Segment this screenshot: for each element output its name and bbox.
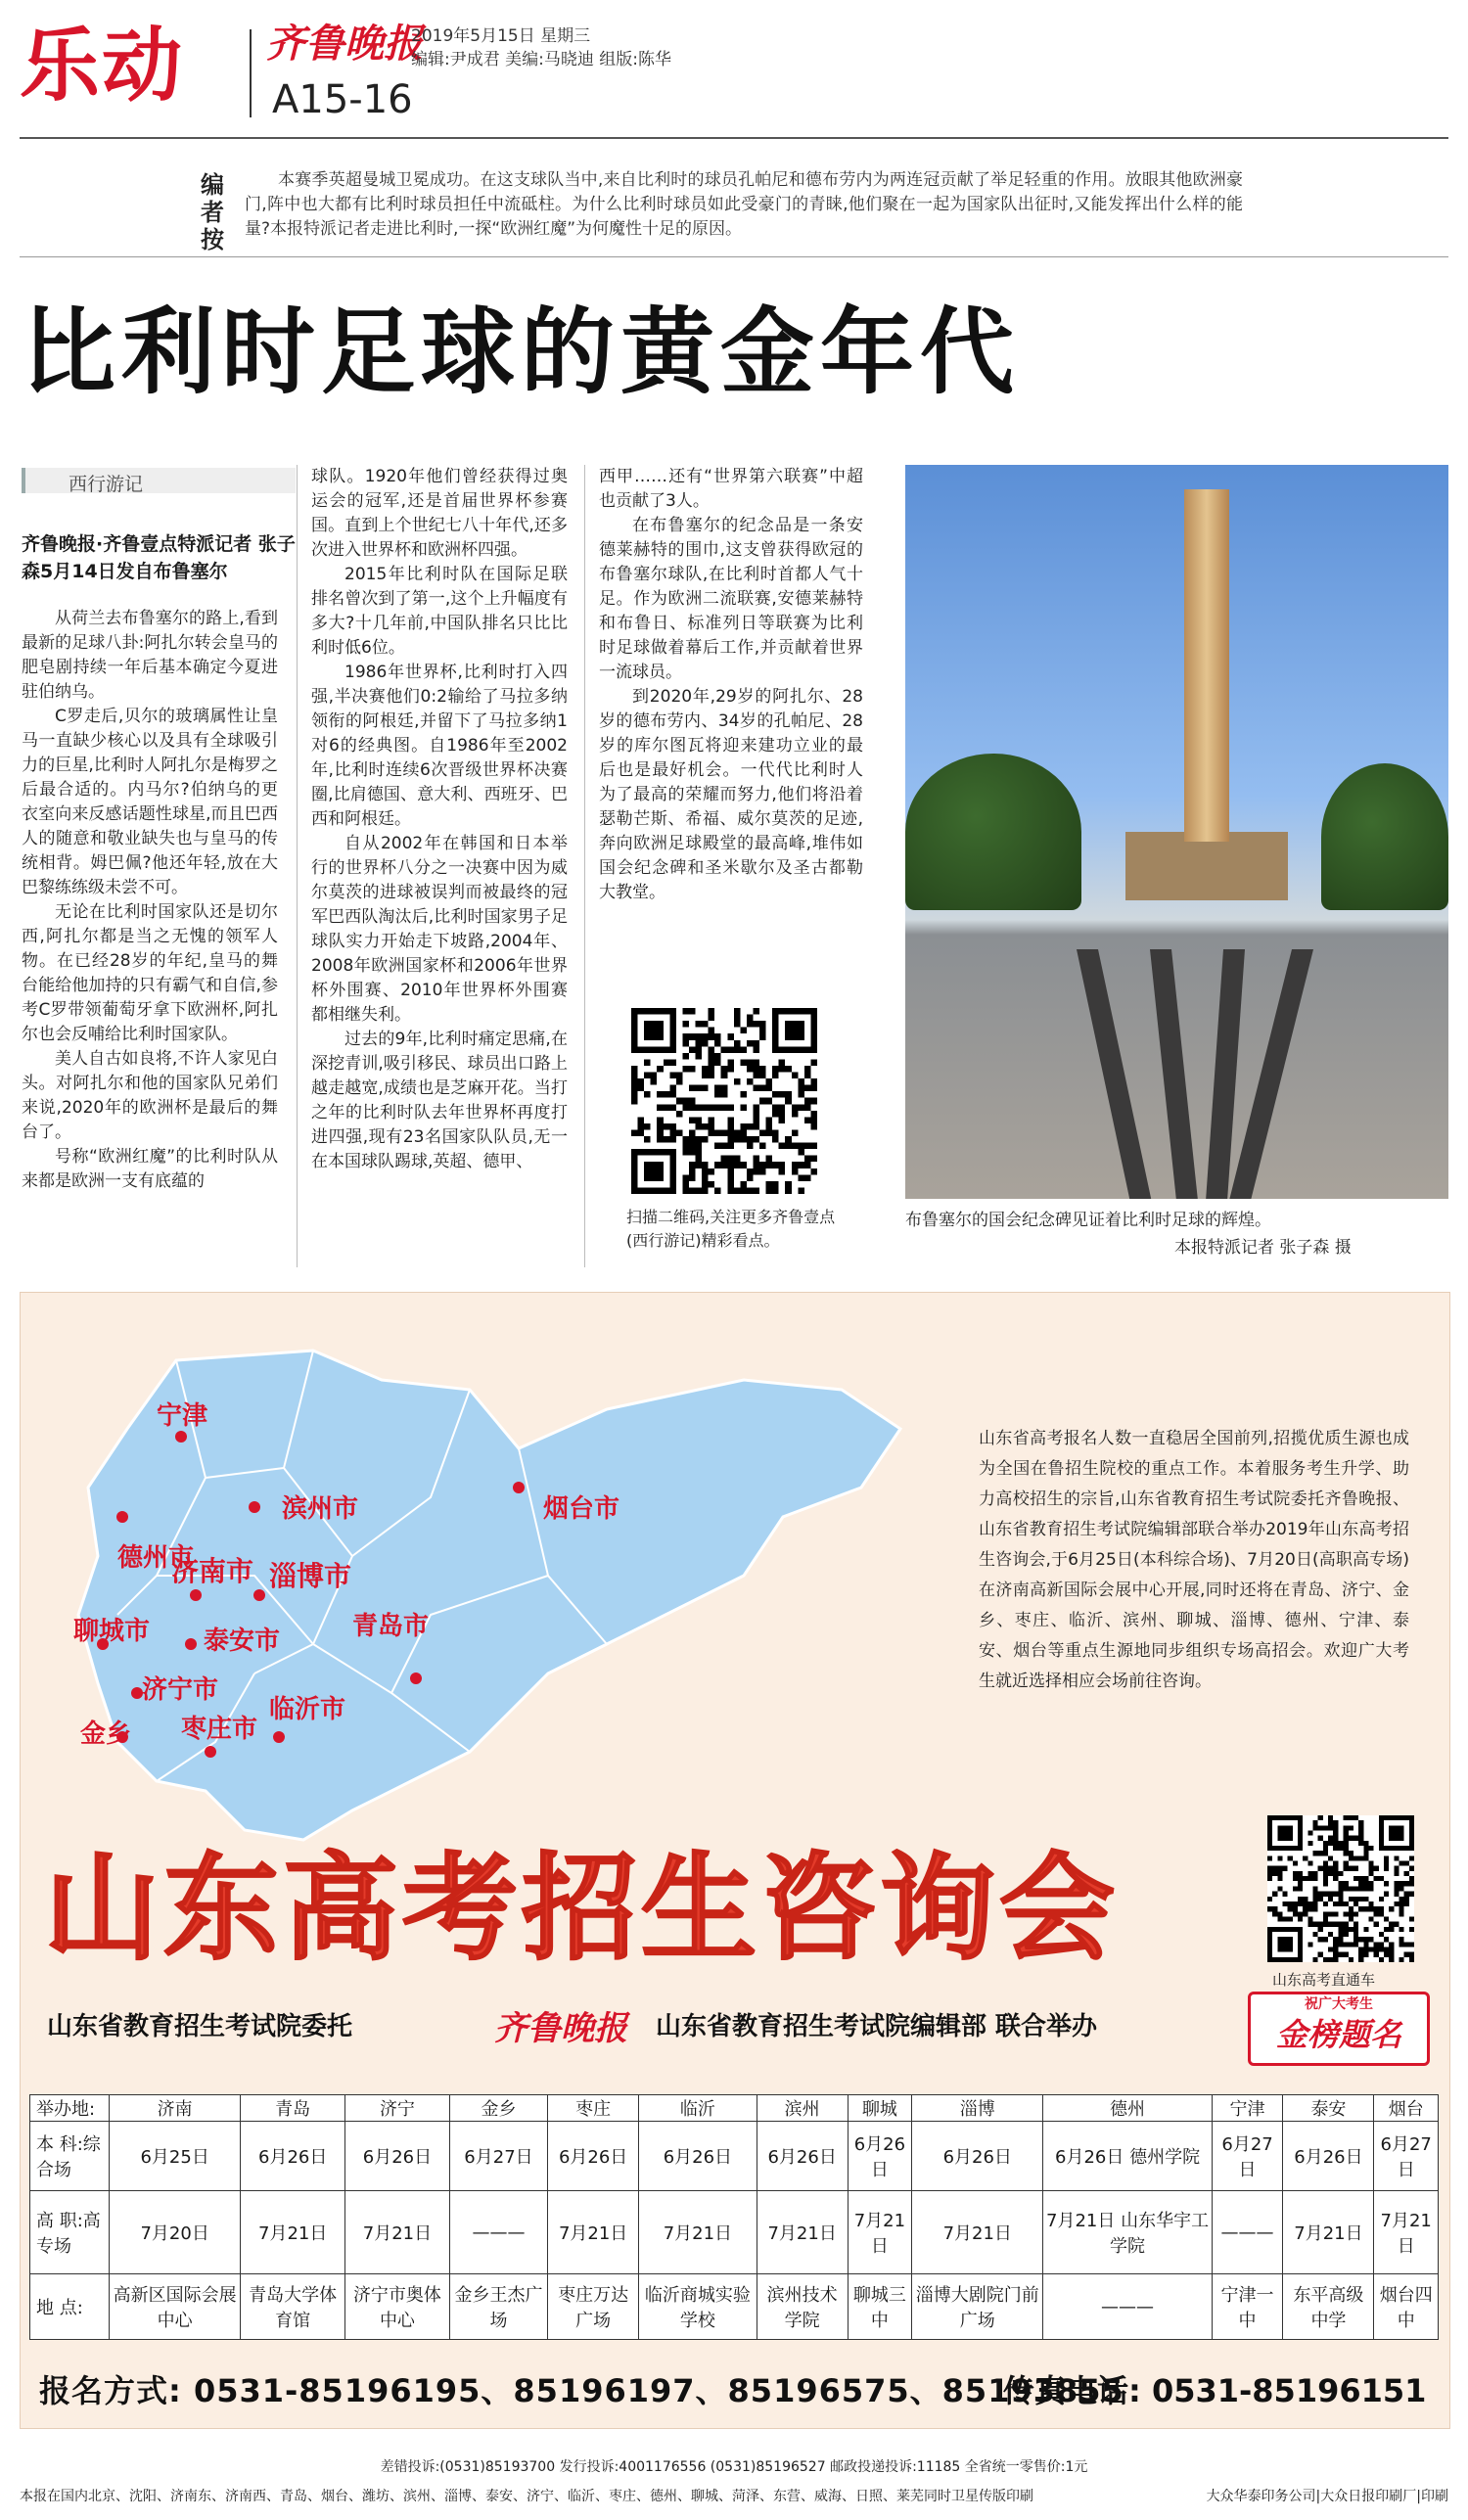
paragraph: 到2020年,29岁的阿扎尔、28岁的德布劳内、34岁的孔帕尼、28岁的库尔图瓦将迎来建功立业的最后也是最好机会。一代代比利时人为了最高的荣耀而努力,他们将沿着瑟勒芒斯、希福、威尔莫茨的足迹,奔向欧洲足球殿堂的最高峰,堆伟如国会纪念碑和圣米歇尔及圣古都勒大教堂。 bbox=[599, 687, 863, 902]
city-header: 烟台 bbox=[1374, 2095, 1439, 2122]
qr-caption: 山东高考直通车 bbox=[1272, 1971, 1376, 1989]
city-header: 济宁 bbox=[345, 2095, 450, 2122]
paragraph: 1986年世界杯,比利时打入四强,半决赛他们0:2输给了马拉多纳领衔的阿根廷,并留下了马拉多纳1对6的经典图。自1986年至2002年,比利时连续6次晋级世界杯决赛圈,比肩德国、意大利、西班牙、巴西和阿根廷。 bbox=[311, 663, 568, 829]
undergrad-date: 6月27日 bbox=[1374, 2122, 1439, 2191]
city-header: 泰安 bbox=[1283, 2095, 1374, 2122]
paragraph: 球队。1920年他们曾经获得过奥运会的冠军,还是首届世界杯参赛国。直到上个世纪七八十年代,还多次进入世界杯和欧洲杯四强。 bbox=[311, 467, 568, 560]
paragraph: 过去的9年,比利时痛定思痛,在深挖青训,吸引移民、球员出口路上越走越宽,成绩也是芝麻开花。当打之年的比利时队去年世界杯再度打进四强,现有23名国家队队员,无一在本国球队踢球,英超、德甲、 bbox=[311, 1030, 568, 1171]
photo-trees bbox=[905, 754, 1081, 910]
city-label: 聊城市 bbox=[73, 1617, 151, 1646]
city-label: 烟台市 bbox=[543, 1494, 620, 1524]
vocational-date: 7月21日 bbox=[912, 2191, 1043, 2274]
undergrad-date: 6月26日 bbox=[912, 2122, 1043, 2191]
paragraph: 从荷兰去布鲁塞尔的路上,看到最新的足球八卦:阿扎尔转会皇马的肥皂剧持续一年后基本确定今夏进驻伯纳乌。 bbox=[22, 609, 278, 702]
undergrad-date: 6月27日 bbox=[1212, 2122, 1283, 2191]
city-header: 淄博 bbox=[912, 2095, 1043, 2122]
undergrad-date: 6月26日 bbox=[639, 2122, 757, 2191]
vocational-date: 7月21日 bbox=[757, 2191, 848, 2274]
vocational-date: 7月21日 bbox=[639, 2191, 757, 2274]
row-label: 高 职:高专场 bbox=[30, 2191, 110, 2274]
city-label: 青岛市 bbox=[352, 1612, 430, 1641]
paragraph: 2015年比利时队在国际足联排名曾次到了第一,这个上升幅度有多大?十几年前,中国队排名只比比利时低6位。 bbox=[311, 565, 568, 658]
fax-number: 传真电话: 0531-85196151 bbox=[1003, 2372, 1427, 2409]
vocational-date: 7月21日 bbox=[548, 2191, 639, 2274]
footer-print-sites: 本报在国内北京、沈阳、济南东、济南西、青岛、烟台、潍坊、滨州、淄博、泰安、济宁、临沂、枣庄、德州、聊城、菏泽、东营、威海、日照、莱芜同时卫星传版印刷 bbox=[20, 2489, 1033, 2504]
good-luck-badge bbox=[1248, 1992, 1430, 2066]
venue: 济宁市奥体中心 bbox=[345, 2274, 450, 2340]
city-header: 临沂 bbox=[639, 2095, 757, 2122]
vocational-date: ——— bbox=[449, 2191, 547, 2274]
ad-description: 山东省高考报名人数一直稳居全国前列,招揽优质生源也成为全国在鲁招生院校的重点工作。本着服务考生升学、助力高校招生的宗旨,山东省教育招生考试院委托齐鲁晚报、山东省教育招生考试院编辑部联合举办2019年山东高考招生咨询会,于6月25日(本科综合场)、7月20日(高职高专场)在济南高新国际会展中心开展,同时还将在青岛、济宁、金乡、枣庄、临沂、滨州、聊城、淄博、德州、宁津、泰安、烟台等重点生源地同步组织专场高招会。欢迎广大考生就近选择相应会场前往咨询。 bbox=[979, 1429, 1409, 1691]
city-label: 枣庄市 bbox=[181, 1715, 258, 1744]
city-label: 滨州市 bbox=[282, 1494, 359, 1524]
undergrad-date: 6月26日 bbox=[548, 2122, 639, 2191]
venue: 临沂商城实验学校 bbox=[639, 2274, 757, 2340]
paragraph: 美人自古如良将,不许人家见白头。对阿扎尔和他的国家队兄弟们来说,2020年的欧洲杯是最后的舞台了。 bbox=[22, 1049, 278, 1142]
organizer-text: 山东省教育招生考试院委托 bbox=[47, 2012, 353, 2041]
city-label: 金乡 bbox=[80, 1719, 132, 1749]
editors-line: 编辑:尹成君 美编:马晓迪 组版:陈华 bbox=[411, 50, 671, 69]
venue: 枣庄万达广场 bbox=[548, 2274, 639, 2340]
header-rule bbox=[20, 137, 1448, 139]
city-header: 青岛 bbox=[241, 2095, 345, 2122]
venue: 淄博大剧院门前广场 bbox=[912, 2274, 1043, 2340]
footer-complaints: 差错投诉:(0531)85193700 发行投诉:4001176556 (0531)85196527 邮政投递投诉:11185 全省统一零售价:1元 bbox=[380, 2459, 1088, 2475]
city-header: 聊城 bbox=[848, 2095, 911, 2122]
city-header: 济南 bbox=[110, 2095, 241, 2122]
paragraph: C罗走后,贝尔的玻璃属性让皇马一直缺少核心以及具有全球吸引力的巨星,比利时人阿扎尔是梅罗之后最合适的。内马尔?伯纳乌的更衣室向来反感话题性球星,而且巴西人的随意和敬业缺失也与皇马的传统相背。姆巴佩?他还年轻,放在大巴黎练练级未尝不可。 bbox=[22, 707, 278, 897]
city-label: 宁津 bbox=[157, 1401, 208, 1431]
qr-code-icon[interactable] bbox=[1267, 1815, 1414, 1962]
footer-printer: 大众华泰印务公司|大众日报印刷厂|印刷 bbox=[1206, 2489, 1448, 2504]
organizer-text: 山东省教育招生考试院编辑部 联合举办 bbox=[656, 2012, 1098, 2041]
qr-code-icon[interactable] bbox=[631, 1008, 817, 1194]
venue: 聊城三中 bbox=[848, 2274, 911, 2340]
date-line: 2019年5月15日 星期三 bbox=[411, 26, 591, 46]
column-name: 西行游记 bbox=[69, 474, 144, 495]
schedule-table bbox=[29, 2094, 1439, 2340]
venue: 高新区国际会展中心 bbox=[110, 2274, 241, 2340]
paragraph: 无论在比利时国家队还是切尔西,阿扎尔都是当之无愧的领军人物。在已经28岁的年纪,皇马的舞台能给他加持的只有霸气和自信,参考C罗带领葡萄牙拿下欧洲杯,阿扎尔也会反哺给比利时国家队。 bbox=[22, 902, 278, 1044]
vocational-date: 7月21日 bbox=[848, 2191, 911, 2274]
section-title: 乐动 bbox=[20, 20, 185, 113]
paragraph: 自从2002年在韩国和日本举行的世界杯八分之一决赛中因为威尔莫茨的进球被误判而被最终的冠军巴西队淘汰后,比利时国家男子足球队实力开始走下坡路,2004年、2008年欧洲国家杯和2006年世界杯外围赛、2010年世界杯外围赛都相继失利。 bbox=[311, 834, 568, 1025]
article-column-2 bbox=[311, 465, 568, 1174]
column-bar bbox=[22, 468, 296, 493]
photo-caption: 布鲁塞尔的国会纪念碑见证着比利时足球的辉煌。 bbox=[905, 1211, 1271, 1230]
city-label: 德州市 bbox=[117, 1543, 195, 1573]
vocational-date: 7月21日 bbox=[1374, 2191, 1439, 2274]
qr-caption: 扫描二维码,关注更多齐鲁壹点(西行游记)精彩看点。 bbox=[626, 1208, 836, 1250]
paragraph: 在布鲁塞尔的纪念品是一条安德莱赫特的围巾,这支曾获得欧冠的布鲁塞尔球队,在比利时首都人气十足。作为欧洲二流联赛,安德莱赫特和布鲁日、标准列日等联赛为比利时足球做着幕后工作,并贡献着世界一流球员。 bbox=[599, 516, 863, 682]
footer-printing bbox=[20, 2486, 1448, 2505]
city-header: 德州 bbox=[1043, 2095, 1212, 2122]
photo-trees bbox=[1321, 763, 1448, 910]
city-label: 泰安市 bbox=[204, 1627, 281, 1656]
undergrad-date: 6月26日 bbox=[345, 2122, 450, 2191]
paragraph: 西甲……还有“世界第六联赛”中超也贡献了3人。 bbox=[599, 467, 863, 511]
shandong-map bbox=[59, 1321, 920, 1869]
byline: 齐鲁晚报·齐鲁壹点特派记者 张子森5月14日发自布鲁塞尔 bbox=[22, 533, 296, 582]
article-title: 比利时足球的黄金年代 bbox=[22, 298, 1020, 407]
undergrad-date: 6月27日 bbox=[449, 2122, 547, 2191]
venue: 滨州技术学院 bbox=[757, 2274, 848, 2340]
row-label: 地 点: bbox=[30, 2274, 110, 2340]
vocational-date: ——— bbox=[1212, 2191, 1283, 2274]
page-code: A15-16 bbox=[272, 77, 413, 122]
city-header: 枣庄 bbox=[548, 2095, 639, 2122]
badge-main: 金榜题名 bbox=[1275, 2016, 1401, 2053]
row-label: 本 科:综合场 bbox=[30, 2122, 110, 2191]
badge-top: 祝广大考生 bbox=[1305, 1996, 1373, 2012]
undergrad-date: 6月26日 bbox=[241, 2122, 345, 2191]
city-header: 宁津 bbox=[1212, 2095, 1283, 2122]
venue: ——— bbox=[1043, 2274, 1212, 2340]
vocational-date: 7月21日 山东华宇工学院 bbox=[1043, 2191, 1212, 2274]
undergrad-date: 6月26日 bbox=[1283, 2122, 1374, 2191]
vocational-date: 7月21日 bbox=[1283, 2191, 1374, 2274]
editor-note-label: 编者按 bbox=[201, 171, 224, 253]
undergrad-date: 6月25日 bbox=[110, 2122, 241, 2191]
column-divider bbox=[584, 465, 585, 1267]
vocational-date: 7月21日 bbox=[345, 2191, 450, 2274]
city-label: 济南市 bbox=[171, 1555, 254, 1587]
editor-note-text: 本赛季英超曼城卫冕成功。在这支球队当中,来自比利时的球员孔帕尼和德布劳内为两连冠贡献了举足轻重的作用。放眼其他欧洲豪门,阵中也大都有比利时球员担任中流砥柱。为什么比利时球员如此受豪门的青睐,他们聚在一起为国家队出征时,又能发挥出什么样的能量?本报特派记者走进比利时,一探“欧洲红魔”为何魔性十足的原因。 bbox=[245, 170, 1243, 239]
article-column-1 bbox=[22, 607, 278, 1194]
city-label: 临沂市 bbox=[269, 1695, 346, 1724]
newspaper-logo: 齐鲁晚报 bbox=[266, 21, 423, 67]
undergrad-date: 6月26日 bbox=[757, 2122, 848, 2191]
venue: 东平高级中学 bbox=[1283, 2274, 1374, 2340]
photo-credit: 本报特派记者 张子森 摄 bbox=[1174, 1238, 1352, 1258]
monument-column bbox=[1184, 489, 1229, 842]
undergrad-date: 6月26日 bbox=[848, 2122, 911, 2191]
header-divider bbox=[250, 29, 252, 117]
undergrad-date: 6月26日 德州学院 bbox=[1043, 2122, 1212, 2191]
article-column-3 bbox=[599, 465, 863, 905]
venue: 宁津一中 bbox=[1212, 2274, 1283, 2340]
city-label: 济宁市 bbox=[142, 1675, 219, 1705]
venue: 烟台四中 bbox=[1374, 2274, 1439, 2340]
city-label: 淄博市 bbox=[269, 1560, 352, 1592]
column-divider bbox=[297, 465, 298, 1267]
vocational-date: 7月20日 bbox=[110, 2191, 241, 2274]
venue: 青岛大学体育馆 bbox=[241, 2274, 345, 2340]
ad-title: 山东高考招生咨询会 bbox=[44, 1841, 1120, 1976]
vocational-date: 7月21日 bbox=[241, 2191, 345, 2274]
newspaper-logo: 齐鲁晚报 bbox=[494, 2009, 627, 2048]
editor-note-rule bbox=[20, 256, 1448, 257]
city-header: 金乡 bbox=[449, 2095, 547, 2122]
table-corner: 举办地: bbox=[30, 2095, 110, 2122]
registration-phones: 报名方式: 0531-85196195、85196197、85196575、85193855 bbox=[39, 2372, 1124, 2409]
venue: 金乡王杰广场 bbox=[449, 2274, 547, 2340]
monument-base bbox=[1125, 832, 1288, 900]
paragraph: 号称“欧洲红魔”的比利时队从来都是欧洲一支有底蕴的 bbox=[22, 1147, 278, 1191]
city-header: 滨州 bbox=[757, 2095, 848, 2122]
